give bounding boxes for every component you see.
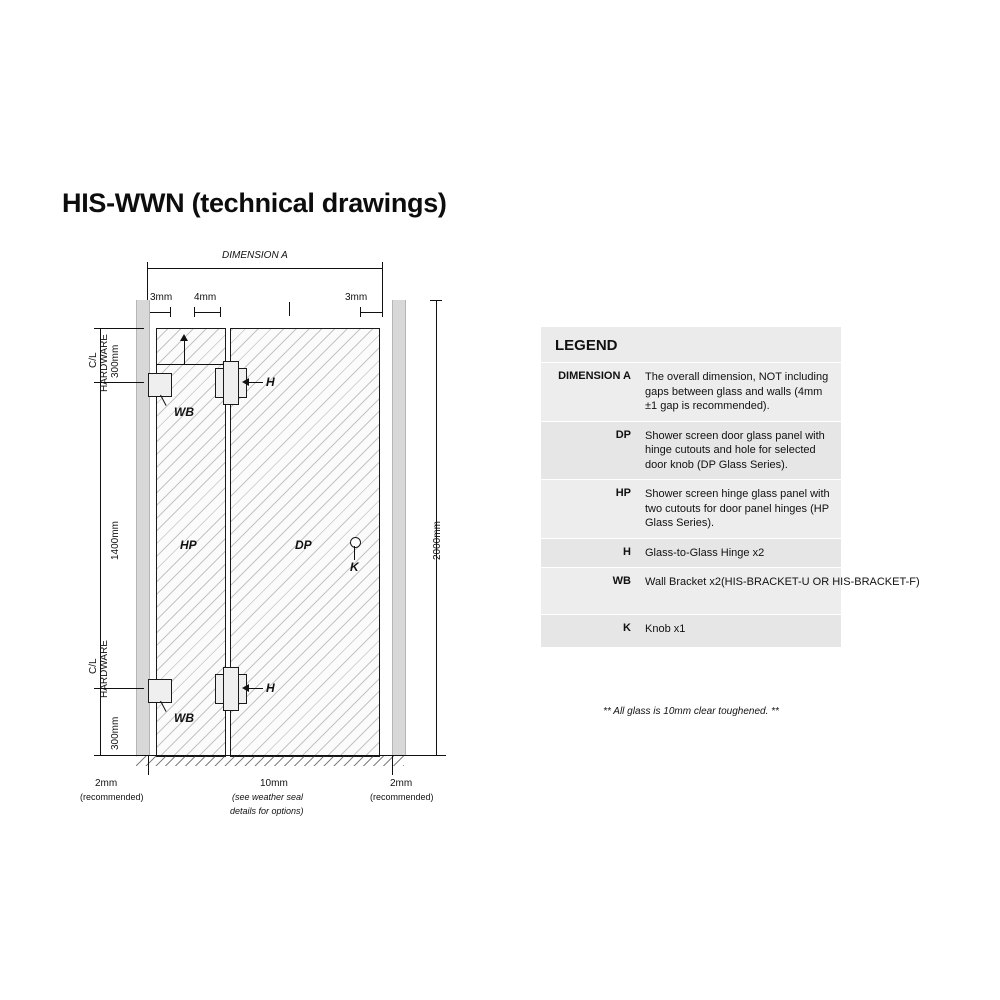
- legend-row-hp: [541, 480, 841, 539]
- legend-key: K: [623, 622, 631, 635]
- legend-value: The overall dimension, NOT including gaps between glass and walls (4mm ±1 gap is recommended).: [645, 371, 829, 413]
- gap-right-wall-label: 3mm: [345, 292, 368, 303]
- dimension-a-extent-line: [147, 268, 382, 269]
- page-title: HIS-WWN (technical drawings): [62, 188, 447, 218]
- bottom-right-clearance-note: (recommended): [370, 792, 434, 802]
- centre-gap-tick-top: [289, 302, 290, 316]
- left-dim-300-top: 300mm: [110, 344, 121, 378]
- legend-title: LEGEND: [541, 327, 841, 363]
- gap-left-wall-tick-b: [170, 307, 171, 317]
- dimension-a-ext-right: [382, 268, 383, 308]
- floor-hatch: [136, 756, 404, 766]
- gap-left-wall-label: 3mm: [150, 292, 173, 303]
- bottom-centre-gap-note-2: details for options): [230, 806, 304, 816]
- wb-bottom-label: WB: [174, 711, 194, 725]
- bottom-centre-gap: 10mm: [260, 778, 288, 789]
- gap-left-panel-tick-b: [220, 307, 221, 317]
- legend-key: DIMENSION A: [558, 370, 631, 382]
- legend-value: Shower screen hinge glass panel with two cutouts for door panel hinges (HP Glass Series).: [645, 488, 830, 530]
- legend-key: WB: [612, 575, 631, 588]
- hinge-bottom-leader-arrow: [242, 684, 249, 692]
- legend-value: Glass-to-Glass Hinge x2: [645, 546, 765, 559]
- knob-leader: [354, 546, 355, 560]
- legend-row-h: [541, 539, 841, 569]
- hp-top-band-line: [156, 364, 224, 365]
- legend-row-k: [541, 615, 841, 648]
- legend-value: Knob x1: [645, 623, 686, 636]
- wall-bracket-top: [148, 373, 172, 397]
- gap-right-wall-tick-b: [382, 307, 383, 317]
- cl-hardware-top-line1: C/L: [88, 352, 99, 368]
- left-dim-tick-top: [94, 328, 144, 329]
- technical-drawing: [60, 240, 480, 840]
- gap-left-wall-line: [148, 312, 170, 313]
- hp-top-arrow-head: [180, 334, 188, 341]
- legend-panel: [541, 327, 920, 648]
- gap-left-panel-label: 4mm: [194, 292, 217, 303]
- legend-row-dp: [541, 422, 841, 481]
- wb-top-label: WB: [174, 405, 194, 419]
- wall-right: [392, 300, 406, 755]
- hp-top-arrow-shaft: [184, 338, 185, 364]
- legend-row-dimension-a: [541, 363, 841, 422]
- cl-hardware-bottom-line1: C/L: [88, 658, 99, 674]
- legend-value: Shower screen door glass panel with hinge cutouts and hole for selected door knob (DP Glass Series).: [645, 429, 825, 471]
- dp-label: DP: [295, 538, 312, 552]
- gap-right-wall-line: [360, 312, 382, 313]
- hinge-bottom-label: H: [266, 681, 275, 695]
- gap-right-wall-tick-a: [360, 307, 361, 317]
- bottom-right-clearance-ext: [392, 755, 393, 775]
- right-dim-tick-top: [430, 300, 442, 301]
- legend-key: DP: [615, 428, 631, 441]
- knob-label: K: [350, 560, 359, 574]
- left-dim-300-bottom: 300mm: [110, 716, 121, 750]
- hinge-top-inner: [223, 361, 239, 405]
- wall-bracket-bottom: [148, 679, 172, 703]
- legend-key: HP: [615, 487, 631, 500]
- legend-value: Wall Bracket x2(HIS-BRACKET-U OR HIS-BRACKET-F): [645, 576, 920, 589]
- legend-note: ** All glass is 10mm clear toughened. **: [603, 706, 779, 717]
- hinge-top-label: H: [266, 375, 275, 389]
- left-dim-1400: 1400mm: [110, 521, 121, 560]
- door-knob: [350, 537, 361, 548]
- hinge-bottom-inner: [223, 667, 239, 711]
- bottom-left-clearance-ext: [148, 755, 149, 775]
- hp-label: HP: [180, 538, 197, 552]
- right-dim-2000: 2000mm: [432, 521, 443, 560]
- hinge-top-leader-arrow: [242, 378, 249, 386]
- gap-left-panel-tick-a: [194, 307, 195, 317]
- bottom-right-clearance: 2mm: [390, 778, 413, 789]
- dimension-a-label: DIMENSION A: [222, 250, 288, 261]
- bottom-centre-gap-note-1: (see weather seal: [232, 792, 304, 802]
- gap-left-panel-line: [194, 312, 220, 313]
- cl-hardware-bottom-line2: HARDWARE: [99, 640, 110, 698]
- legend-key: H: [623, 545, 631, 558]
- cl-hardware-top-line2: HARDWARE: [99, 334, 110, 392]
- legend-row-wb: [541, 568, 920, 615]
- bottom-left-clearance: 2mm: [95, 778, 118, 789]
- bottom-left-clearance-note: (recommended): [80, 792, 144, 802]
